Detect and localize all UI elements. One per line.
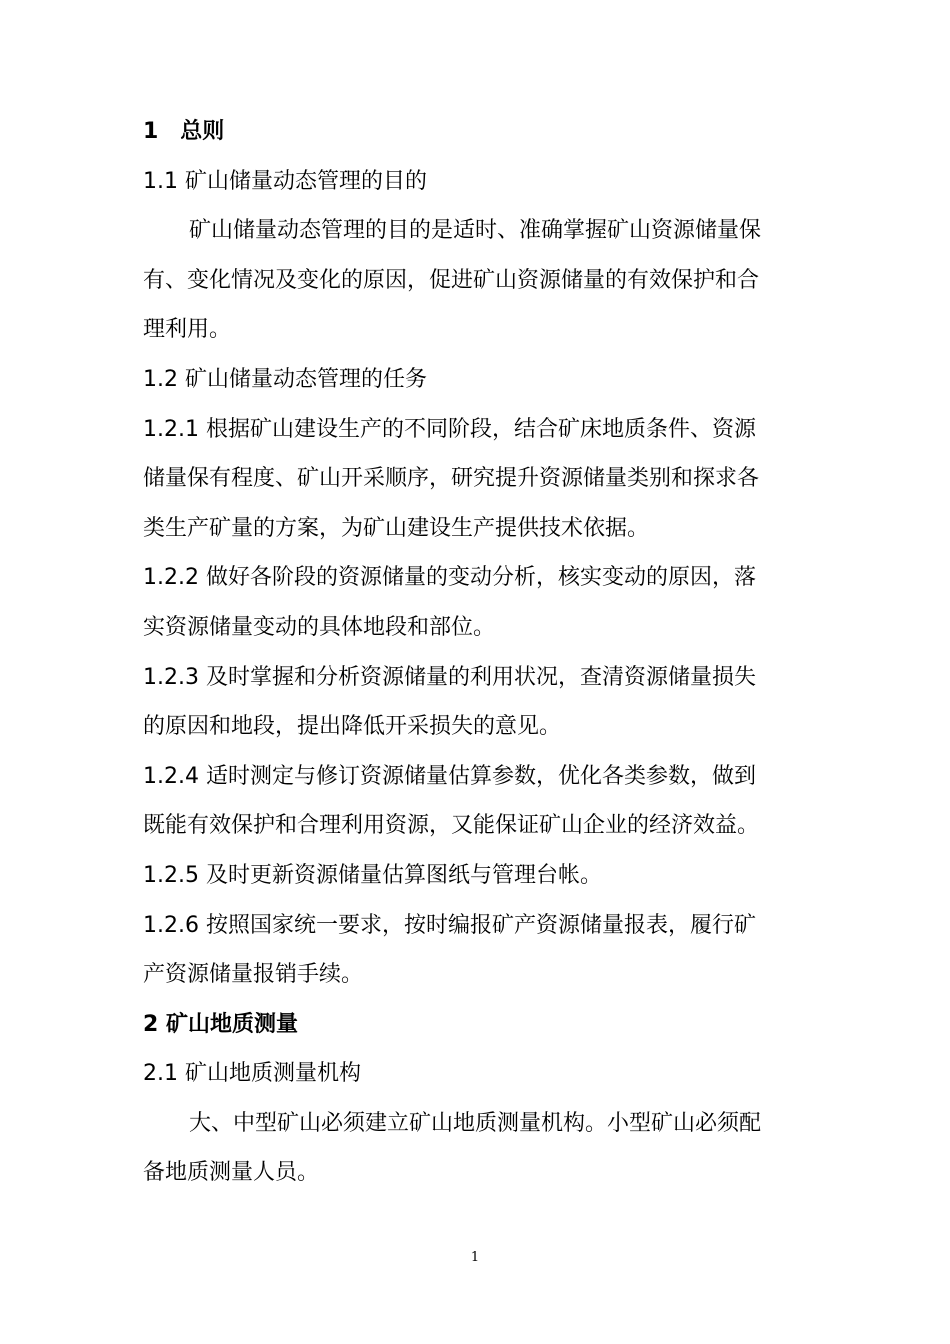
item-1-2-1: 1.2.1 根据矿山建设生产的不同阶段，结合矿床地质条件、资源 bbox=[143, 416, 756, 442]
item-1-2-4-end: 既能有效保护和合理利用资源，又能保证矿山企业的经济效益。 bbox=[143, 813, 760, 839]
page-number: 1 bbox=[470, 1250, 480, 1265]
paragraph-1-1-end: 理利用。 bbox=[143, 317, 232, 343]
item-1-2-1-cont: 储量保有程度、矿山开采顺序，研究提升资源储量类别和探求各 bbox=[143, 466, 760, 492]
heading-1-1: 1.1 矿山储量动态管理的目的 bbox=[143, 168, 427, 194]
paragraph-1-1-cont: 有、变化情况及变化的原因，促进矿山资源储量的有效保护和合 bbox=[143, 267, 760, 293]
item-1-2-3: 1.2.3 及时掌握和分析资源储量的利用状况，查清资源储量损失 bbox=[143, 664, 756, 690]
paragraph-1-1: 矿山储量动态管理的目的是适时、准确掌握矿山资源储量保 bbox=[189, 218, 762, 244]
heading-1-2: 1.2 矿山储量动态管理的任务 bbox=[143, 366, 427, 392]
heading-1: 1 总则 bbox=[143, 119, 225, 144]
item-1-2-3-end: 的原因和地段，提出降低开采损失的意见。 bbox=[143, 714, 562, 740]
item-1-2-2: 1.2.2 做好各阶段的资源储量的变动分析，核实变动的原因，落 bbox=[143, 565, 756, 591]
document-body bbox=[143, 107, 811, 1198]
paragraph-2-1-end: 备地质测量人员。 bbox=[143, 1160, 320, 1186]
item-1-2-6-end: 产资源储量报销手续。 bbox=[143, 962, 364, 988]
paragraph-2-1: 大、中型矿山必须建立矿山地质测量机构。小型矿山必须配 bbox=[189, 1110, 762, 1136]
item-1-2-6: 1.2.6 按照国家统一要求，按时编报矿产资源储量报表，履行矿 bbox=[143, 912, 756, 938]
item-1-2-5: 1.2.5 及时更新资源储量估算图纸与管理台帐。 bbox=[143, 862, 602, 888]
item-1-2-4: 1.2.4 适时测定与修订资源储量估算参数，优化各类参数，做到 bbox=[143, 763, 756, 789]
heading-2-1: 2.1 矿山地质测量机构 bbox=[143, 1061, 361, 1087]
item-1-2-1-end: 类生产矿量的方案，为矿山建设生产提供技术依据。 bbox=[143, 515, 650, 541]
heading-2: 2 矿山地质测量 bbox=[143, 1011, 298, 1037]
item-1-2-2-end: 实资源储量变动的具体地段和部位。 bbox=[143, 614, 496, 640]
